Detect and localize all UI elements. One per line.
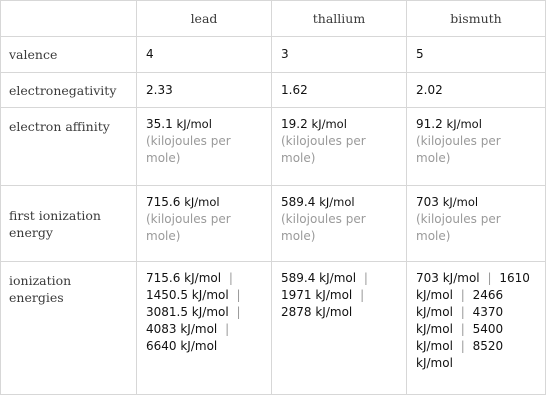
valence-thallium: 3 — [272, 37, 407, 73]
header-corner-cell — [1, 1, 137, 37]
table-row-electronegativity — [1, 73, 546, 108]
value-number: 715.6 — [146, 195, 181, 209]
ionization-value: 4370 kJ/mol — [416, 305, 504, 336]
row-label-ionization-energies: ionization energies — [1, 262, 137, 395]
value-number: 703 — [416, 195, 439, 209]
row-label-valence: valence — [1, 37, 137, 73]
ionization-energies-thallium — [272, 262, 407, 395]
header-bismuth: bismuth — [407, 1, 546, 37]
ionization-value: 1971 kJ/mol — [281, 288, 353, 302]
value-number: 589.4 — [281, 195, 316, 209]
value-number: 19.2 — [281, 117, 308, 131]
value-unit: kJ/mol — [446, 117, 482, 131]
value-unit: kJ/mol — [176, 117, 212, 131]
ionization-value: 1610 kJ/mol — [416, 271, 530, 302]
electronegativity-thallium: 1.62 — [272, 73, 407, 108]
value-unit: kJ/mol — [319, 195, 355, 209]
unit-note: (kilojoules per mole) — [281, 212, 366, 243]
header-thallium: thallium — [272, 1, 407, 37]
header-row — [1, 1, 546, 37]
ionization-value: 3081.5 kJ/mol — [146, 305, 229, 319]
first-ionization-thallium — [272, 186, 407, 262]
ionization-value: 6640 kJ/mol — [146, 339, 218, 353]
value-unit: kJ/mol — [311, 117, 347, 131]
ionization-energies-bismuth — [407, 262, 546, 395]
separator: | — [225, 322, 230, 336]
electron-affinity-thallium — [272, 108, 407, 186]
ionization-value: 589.4 kJ/mol — [281, 271, 357, 285]
header-lead: lead — [137, 1, 272, 37]
unit-note: (kilojoules per mole) — [146, 134, 231, 165]
ionization-value: 1450.5 kJ/mol — [146, 288, 229, 302]
electronegativity-lead: 2.33 — [137, 73, 272, 108]
valence-bismuth: 5 — [407, 37, 546, 73]
separator: | — [236, 288, 241, 302]
separator: | — [460, 339, 465, 353]
ionization-value: 2466 kJ/mol — [416, 288, 504, 319]
unit-note: (kilojoules per mole) — [146, 212, 231, 243]
row-label-first-ionization-energy: first ionization energy — [1, 186, 137, 262]
unit-note: (kilojoules per mole) — [281, 134, 366, 165]
value-unit: kJ/mol — [184, 195, 220, 209]
ionization-value: 4083 kJ/mol — [146, 322, 218, 336]
row-label-electron-affinity: electron affinity — [1, 108, 137, 186]
separator: | — [460, 288, 465, 302]
first-ionization-lead — [137, 186, 272, 262]
electron-affinity-bismuth — [407, 108, 546, 186]
separator: | — [363, 271, 368, 285]
unit-note: (kilojoules per mole) — [416, 212, 501, 243]
electronegativity-bismuth: 2.02 — [407, 73, 546, 108]
separator: | — [228, 271, 233, 285]
separator: | — [460, 305, 465, 319]
ionization-value: 5400 kJ/mol — [416, 322, 504, 353]
ionization-value: 2878 kJ/mol — [281, 305, 353, 319]
separator: | — [236, 305, 241, 319]
electron-affinity-lead — [137, 108, 272, 186]
separator: | — [487, 271, 492, 285]
separator: | — [360, 288, 365, 302]
ionization-energies-lead — [137, 262, 272, 395]
ionization-value: 8520 kJ/mol — [416, 339, 504, 370]
valence-lead: 4 — [137, 37, 272, 73]
first-ionization-bismuth — [407, 186, 546, 262]
ionization-value: 703 kJ/mol — [416, 271, 480, 285]
table-row-electron-affinity — [1, 108, 546, 186]
table-row-valence — [1, 37, 546, 73]
value-number: 35.1 — [146, 117, 173, 131]
row-label-electronegativity: electronegativity — [1, 73, 137, 108]
value-number: 91.2 — [416, 117, 443, 131]
unit-note: (kilojoules per mole) — [416, 134, 501, 165]
value-unit: kJ/mol — [442, 195, 479, 209]
table-row-first-ionization-energy — [1, 186, 546, 262]
separator: | — [460, 322, 465, 336]
table-row-ionization-energies — [1, 262, 546, 395]
ionization-value: 715.6 kJ/mol — [146, 271, 222, 285]
